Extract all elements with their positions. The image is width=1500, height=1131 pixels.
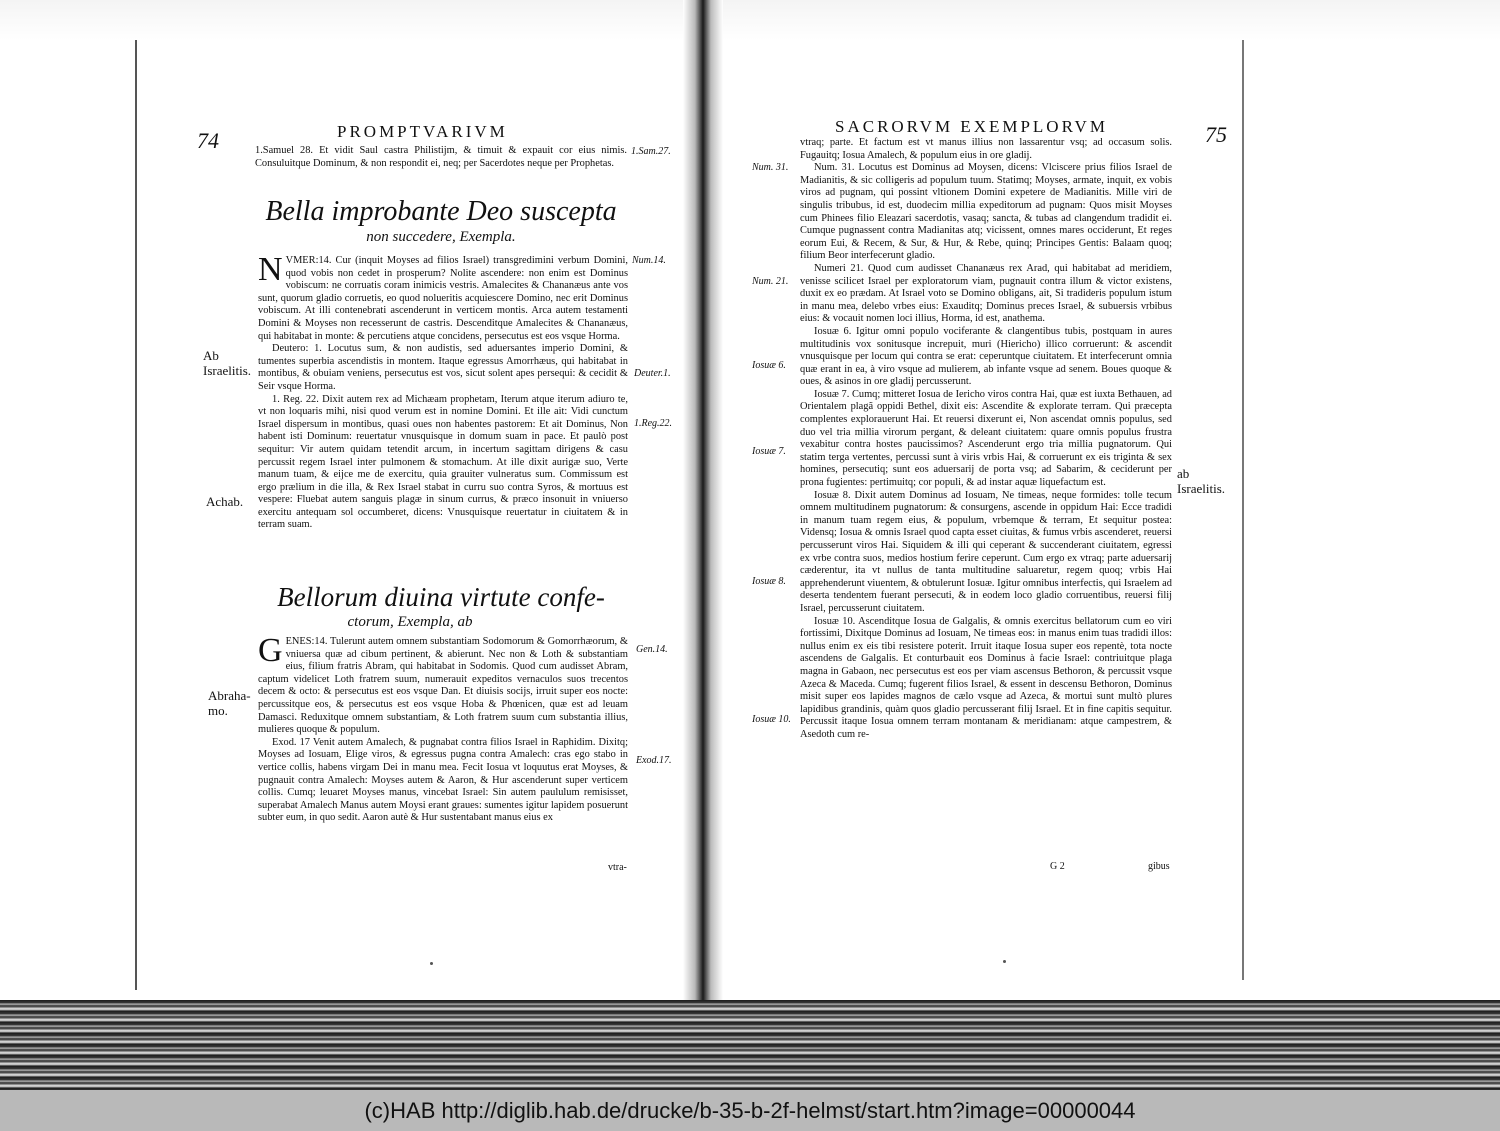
margin-note-num-31: Num. 31. xyxy=(752,162,789,173)
scan-top-edge xyxy=(0,0,1500,40)
margin-note-1-sam: 1.Sam.27. xyxy=(631,146,671,157)
section2-dropcap: G xyxy=(258,632,283,669)
right-paragraph: Iosuæ 8. Dixit autem Dominus ad Iosuam, Ne timeas, neque formides: tolle tecum omnem multitudinem pugnatorum: & consurgens, ascende in oppidum Hai: Ecce tradidi in manum tuam regem eius, & populum, vrbemque & terram, Et sequitur postea: Vidensq; Iosua & omnis Israel quod capta esset ciuitas, & fumus vrbis ascenderet, reuersi percusserunt viros Hai. Siquidem & illi qui ceperant & succenderant ciuitatem, egressi ex vrbe contra suos, medios hostium ferire ceperunt. Cum ergo ex vtraq; parte aduersarij cæderentur, ita vt nullus de tanta multitudine saluaretur, regem quoq; vrbis Hai apprehenderunt viuentem, & obtulerunt Iosuæ. Igitur omnibus interfectis, qui Israelem ad deserta tendentem fuerant persecuti, & in eodem loco gladio corruentibus, reuersi filij Israel, percusserunt ciuitatem. xyxy=(800,489,1172,614)
right-body xyxy=(800,137,1172,742)
section2-subtitle: ctorum, Exempla, ab xyxy=(347,614,473,630)
left-page-number: 74 xyxy=(197,128,219,153)
margin-note-iosuae-8: Iosuæ 8. xyxy=(752,576,786,587)
margin-label-abrahamo: Abraha-mo. xyxy=(208,688,251,718)
right-running-head: SACRORVM EXEMPLORVM xyxy=(835,117,1108,136)
copyright-footer: (c)HAB http://diglib.hab.de/drucke/b-35-b-2f-helmst/start.htm?image=00000044 xyxy=(0,1090,1500,1131)
right-paragraph: Num. 31. Locutus est Dominus ad Moysen, dicens: Vlciscere prius filios Israel de Madianitis, & sic colligeris ad populum tuum. Statimq; Moyses, armate, inquit, ex vobis viros ad pugnam, qui possint vltionem Domini expetere de Madianitis. Mille viri de singulis tribubus, id est, duodecim millia expeditorum ad pugnam: Quos misit Moyses cum Phinees filio Eleazari sacerdotis, vasaq; sancta, & tubas ad clangendum tradidit ei. Cumque pugnassent contra Madianitas atq; vicissent, omnes mares occiderunt, Et reges eorum Eui, & Recem, & Sur, & Hur, & Rebe, quinq; Principes Gentis: Balaam quoq; filium Beor interfecerunt gladio. xyxy=(800,162,1172,262)
right-paragraph: Numeri 21. Quod cum audisset Chananæus rex Arad, qui habitabat ad meridiem, venisse scilicet Israel per exploratorum viam, pugnauit contra illum & victor existens, duxit ex eo prædam. At Israel voto se Domino obligans, ait, Si tradideris populum istum in manu mea, delebo vrbes eius: Exauditq; Dominus preces Israel, & subuersis vrbibus eius: & vocauit nomen loci illius, Horma, id est, anathema. xyxy=(800,262,1172,325)
book-spine-gutter xyxy=(683,0,723,1000)
margin-note-iosuae-10: Iosuæ 10. xyxy=(752,714,791,725)
section2-body xyxy=(258,632,628,825)
left-intro-text xyxy=(255,145,627,170)
left-running-head: PROMPTVARIVM xyxy=(337,122,508,141)
margin-note-num-21: Num. 21. xyxy=(752,276,789,287)
section1-subtitle: non succedere, Exempla. xyxy=(366,229,516,245)
margin-label-achab: Achab. xyxy=(206,494,244,509)
margin-note-exod-17: Exod.17. xyxy=(636,755,672,766)
right-paragraph: Iosuæ 7. Cumq; mitteret Iosua de Iericho viros contra Hai, quæ est iuxta Bethauen, ad Orientalem plagã oppidi Bethel, dixit eis: Ascendite & explorate terram. Qui præcepta complentes explorauerunt Hai. Et reuersi dixerunt ei, Non ascendat omnis populus, sed duo vel tria millia virorum pergant, & deleant ciuitatem: quare omnis populus frustra vexabitur contra hostes paucissimos? Ascenderunt ergo tria millia pugnatorum. Qui statim terga vertentes, percussi sunt à viris vrbis Hai, & corruerunt ex eis triginta & sex homines, persecutiq; sunt eos aduersarij de porta vsq; ad Sabarim, & ceciderunt per prona fugientes: pertimuitq; cor populi, & ad instar aquæ liquefactum est. xyxy=(800,388,1172,489)
scan-bottom-edge xyxy=(0,1000,1500,1090)
section1-dropcap: N xyxy=(258,251,283,288)
left-catchword: vtra- xyxy=(608,862,627,873)
section1-paragraph: 1. Reg. 22. Dixit autem rex ad Michæam prophetam, Iterum atque iterum adiuro te, vt non loquaris mihi, nisi quod verum est in nomine Domini. Et ille ait: Vidi cunctum Israel dispersum in montibus, quasi oues non habentes pastorem: Et ait Dominus, Non habent isti Dominum: reuertatur vnusquisque in domum suam in pace. Et paulò post sequitur: Vir autem quidam tetendit arcum, in incertum sagittam dirigens & casu percussit regem Israel inter pulmonem & stomachum. At ille dixit aurigæ suo, Verte manum tuam, & eijce me de exercitu, quia grauiter vulneratus sum. Commissum est ergo prælium in die illa, & Rex Israel stabat in curru suo contra Syros, & mortuus est vespere: Fluebat autem sanguis plagæ in sinum currus, & præco insonuit in vniuerso exercitu antequam sol occumberet, dicens: Vnusquisque reuertatur in ciuitatem & in terram suam. xyxy=(258,393,628,531)
margin-note-gen-14: Gen.14. xyxy=(636,644,668,655)
section1-paragraph: Deutero: 1. Locutus sum, & non audistis, sed aduersantes imperio Domini, & tumentes superbia ascendistis in montem. Itaque egressus Amorrhæus, qui habitabat in montibus, & obuiam veniens, persecutus est vos, sicut solent apes persequi: & cecidit & Seir vsque Horma. xyxy=(258,343,628,392)
section1-title: Bella improbante Deo suscepta xyxy=(265,196,617,227)
left-intro-paragraph: 1.Samuel 28. Et vidit Saul castra Philistijm, & timuit & expauit cor eius nimis. Consuluitque Dominum, & non respondit ei, neq; per Sacerdotes neque per Prophetas. xyxy=(255,145,627,169)
section2-title: Bellorum diuina virtute confe- xyxy=(277,582,605,612)
left-page-edge xyxy=(135,40,137,990)
margin-note-iosuae-6: Iosuæ 6. xyxy=(752,360,786,371)
right-paragraph: Iosuæ 6. Igitur omni populo vociferante & clangentibus tubis, postquam in aures multitudinis vox sonitusque increpuit, muri (Hiericho) illico corruerunt: & ascendit vnusquisque per locum qui contra se erat: ceperuntque ciuitatem. Et interfecerunt omnia quæ erant in ea, à viro vsque ad mulierem, ab infante vsque ad senem. Boues quoque & oues, & asinos in ore gladij percusserunt. xyxy=(800,325,1172,388)
section2-paragraph: Exod. 17 Venit autem Amalech, & pugnabat contra filios Israel in Raphidim. Dixitq; Moyses ad Iosuam, Elige viros, & egressus pugna contra Amalech: cras ego stabo in vertice collis, habens virgam Dei in manu mea. Fecit Iosua vt loquutus erat Moyses, & pugnauit contra Amalech: Moyses autem & Aaron, & Hur ascenderunt super verticem collis. Cumq; leuaret Moyses manus, vincebat Israel: Sin autem paululum remisisset, superabat Amalech Manus autem Moysi erant graues: sumentes igitur lapidem posuerunt subter eum, in quo sedit. Aaron autè & Hur sustentabant manus eius ex xyxy=(258,736,628,824)
signature-mark: G 2 xyxy=(1050,861,1065,872)
right-paragraph: vtraq; parte. Et factum est vt manus illius non lassarentur vsq; ad occasum solis. Fugauitq; Iosua Amalech, & populum eius in ore gladij. xyxy=(800,137,1172,161)
section1-paragraph: VMER:14. Cur (inquit Moyses ad filios Israel) transgredimini verbum Domini, quod vobis non cedet in prosperum? Nolite ascendere: non enim est Dominus vobiscum: ne corruatis coram inimicis vestris. Amalecites & Chananæus ante vos sunt, quorum gladio corruetis, eo quod nolueritis acquiescere Domino, nec erit Dominus vobiscum. At illi contenebrati ascenderunt in verticem montis. Arca autem testamenti Domini & Moyses non recesserunt de castris. Descenditque Amalecites & Chananæus, qui habitabat in monte: & percutiens atque concidens, persecutus est eos vsque Horma. xyxy=(258,255,628,342)
right-paragraph: Iosuæ 10. Ascenditque Iosua de Galgalis, & omnis exercitus bellatorum cum eo viri fortissimi, Dixitque Dominus ad Iosuam, Ne timeas eos: in manus enim tuas tradidi illos: nullus enim ex eis tibi resistere poterit. Irruit itaque Iosua super eos repentè, tota nocte ascendens de Galgalis. Et conturbauit eos Dominus à facie Israel: contriuitque plaga magna in Gabaon, nec persecutus est eos per viam ascensus Bethoron, & percussit vsque Azeca & Maceda. Cumq; fugerent filios Israel, & essent in descensu Bethoron, Dominus misit super eos lapides magnos de cælo vsque ad Azeca, & mortui sunt multò plures lapidibus grandinis, quàm quos gladio percusserant filij Israel. Et in fine capitis sequitur. Percussit itaque Iosua omnem terram montanam & meridianam: atque campestrem, & Asedoth cum re- xyxy=(800,615,1172,740)
margin-label-ab-israelitis: Ab Israelitis. xyxy=(203,348,252,378)
section2-paragraph: ENES:14. Tulerunt autem omnem substantiam Sodomorum & Gomorrhæorum, & vniuersa quæ ad cibum pertinent, & abierunt. Nec non & Loth & substantiam eius, filium fratris Abram, qui habitabat in Sodomis. Quod cum audisset Abram, captum videlicet Loth fratrem suum, numerauit expeditos vernaculos suos trecentos decem & octo: & persecutus est eos vsque Dan. Et diuisis socijs, irruit super eos nocte: percussitque eos, & persecutus est eos vsque Hoba & Phœnicen, quæ est ad leuam Damasci. Reduxitque omnem substantiam, & Loth fratrem suum cum substantia illius, mulieres quoque & populum. xyxy=(258,636,628,736)
margin-label-ab-israelitis-right: ab Israelitis. xyxy=(1177,466,1226,496)
margin-note-num-14: Num.14. xyxy=(632,255,666,266)
section1-body xyxy=(258,251,628,532)
margin-note-1-reg-22: 1.Reg.22. xyxy=(634,418,673,429)
right-catchword: gibus xyxy=(1148,861,1170,872)
page-speck xyxy=(430,962,433,965)
right-page-edge xyxy=(1242,40,1244,980)
margin-note-iosuae-7: Iosuæ 7. xyxy=(752,446,786,457)
right-page-number: 75 xyxy=(1205,122,1227,147)
margin-note-deuter-1: Deuter.1. xyxy=(634,368,671,379)
page-speck xyxy=(1003,960,1006,963)
